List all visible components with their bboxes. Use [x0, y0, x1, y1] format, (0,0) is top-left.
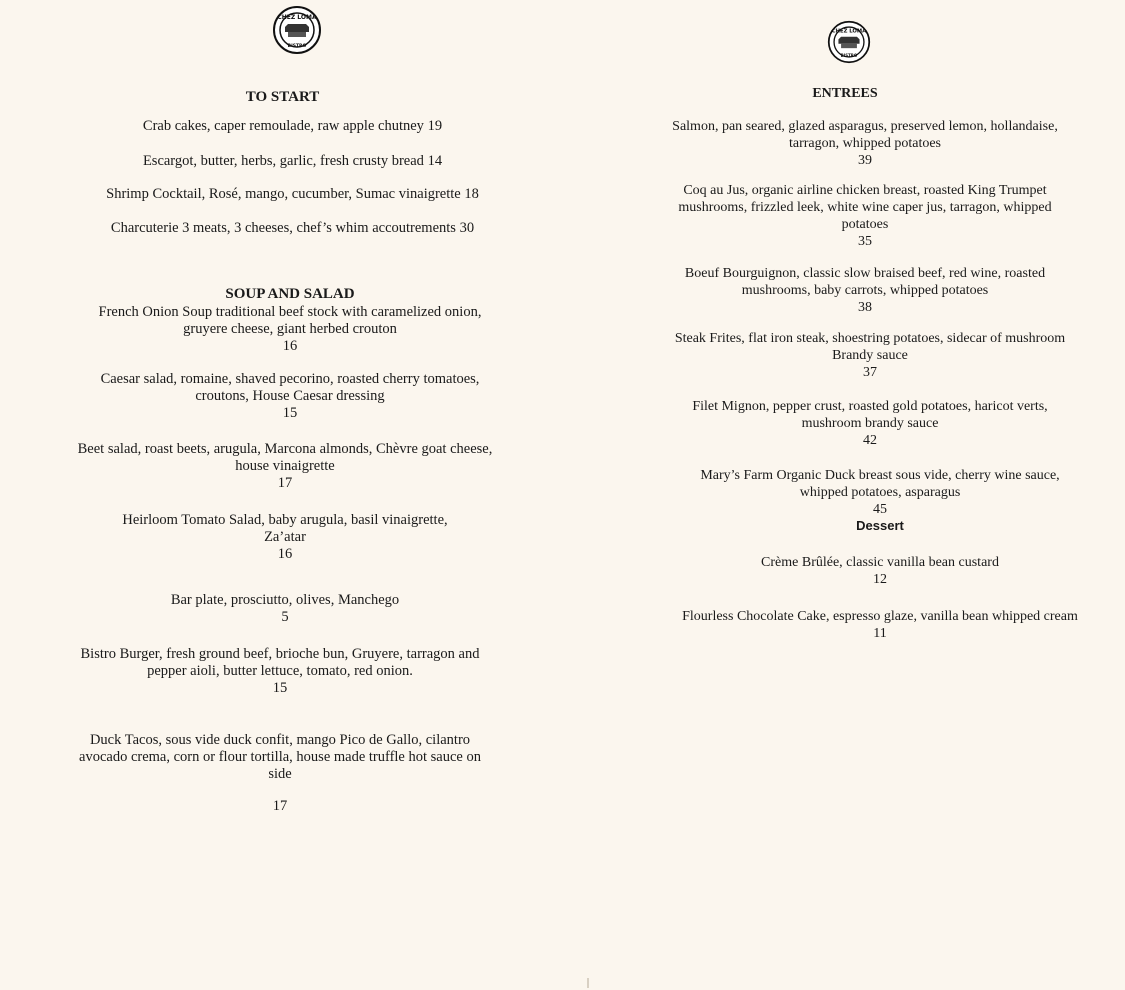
- menu-item: Bar plate, prosciutto, olives, Manchego 5: [170, 592, 400, 625]
- menu-item: Duck Tacos, sous vide duck confit, mango Pico de Gallo, cilantro avocado crema, corn or flour tortilla, house made truffle hot sauce on side 17: [79, 732, 481, 814]
- menu-item: Crab cakes, caper remoulade, raw apple chutney 19: [142, 118, 443, 134]
- section-heading-soup-salad: SOUP AND SALAD: [225, 286, 355, 302]
- menu-item: Caesar salad, romaine, shaved pecorino, roasted cherry tomatoes, croutons, House Caesar dressing 15: [100, 371, 480, 421]
- restaurant-logo-seal: [272, 5, 322, 55]
- restaurant-logo-seal: [827, 20, 871, 64]
- menu-item: Charcuterie 3 meats, 3 cheeses, chef’s whim accoutrements 30: [110, 220, 475, 236]
- menu-item: Bistro Burger, fresh ground beef, brioche bun, Gruyere, tarragon and pepper aioli, butter lettuce, tomato, red onion. 15: [80, 646, 480, 696]
- menu-item: Flourless Chocolate Cake, espresso glaze, vanilla bean whipped cream 11: [682, 609, 1078, 641]
- menu-item: Beet salad, roast beets, arugula, Marcona almonds, Chèvre goat cheese, house vinaigrette 17: [77, 441, 493, 491]
- menu-item: Mary’s Farm Organic Duck breast sous vide, cherry wine sauce, whipped potatoes, asparagus 45: [700, 468, 1060, 517]
- menu-item: Crème Brûlée, classic vanilla bean custard 12: [761, 555, 999, 587]
- menu-item: Coq au Jus, organic airline chicken breast, roasted King Trumpet mushrooms, frizzled leek, white wine caper jus, tarragon, whipped potatoes 35: [678, 183, 1052, 249]
- section-heading-entrees: ENTREES: [812, 86, 878, 101]
- menu-item: Shrimp Cocktail, Rosé, mango, cucumber, Sumac vinaigrette 18: [106, 186, 479, 202]
- menu-item: Escargot, butter, herbs, garlic, fresh crusty bread 14: [142, 153, 443, 169]
- svg-text:CHEZ LOMA: CHEZ LOMA: [831, 28, 867, 35]
- page-fold-mark: [587, 978, 589, 988]
- menu-item: Salmon, pan seared, glazed asparagus, preserved lemon, hollandaise, tarragon, whipped potatoes 39: [672, 119, 1058, 168]
- menu-item: Steak Frites, flat iron steak, shoestring potatoes, sidecar of mushroom Brandy sauce 37: [674, 331, 1066, 380]
- section-heading-to-start: TO START: [245, 89, 320, 105]
- menu-item: Filet Mignon, pepper crust, roasted gold potatoes, haricot verts, mushroom brandy sauce 42: [692, 399, 1048, 448]
- menu-item: French Onion Soup traditional beef stock with caramelized onion, gruyere cheese, giant herbed crouton 16: [98, 304, 482, 354]
- right-menu-page: [565, 0, 1125, 990]
- svg-text:BISTRO: BISTRO: [840, 52, 858, 58]
- svg-text:BISTRO: BISTRO: [287, 44, 307, 49]
- menu-item: Boeuf Bourguignon, classic slow braised beef, red wine, roasted mushrooms, baby carrots, whipped potatoes 38: [684, 266, 1046, 315]
- svg-text:CHEZ LOMA: CHEZ LOMA: [277, 14, 317, 21]
- section-heading-dessert: Dessert: [856, 518, 904, 533]
- menu-item: Heirloom Tomato Salad, baby arugula, basil vinaigrette, Za’atar 16: [122, 512, 448, 562]
